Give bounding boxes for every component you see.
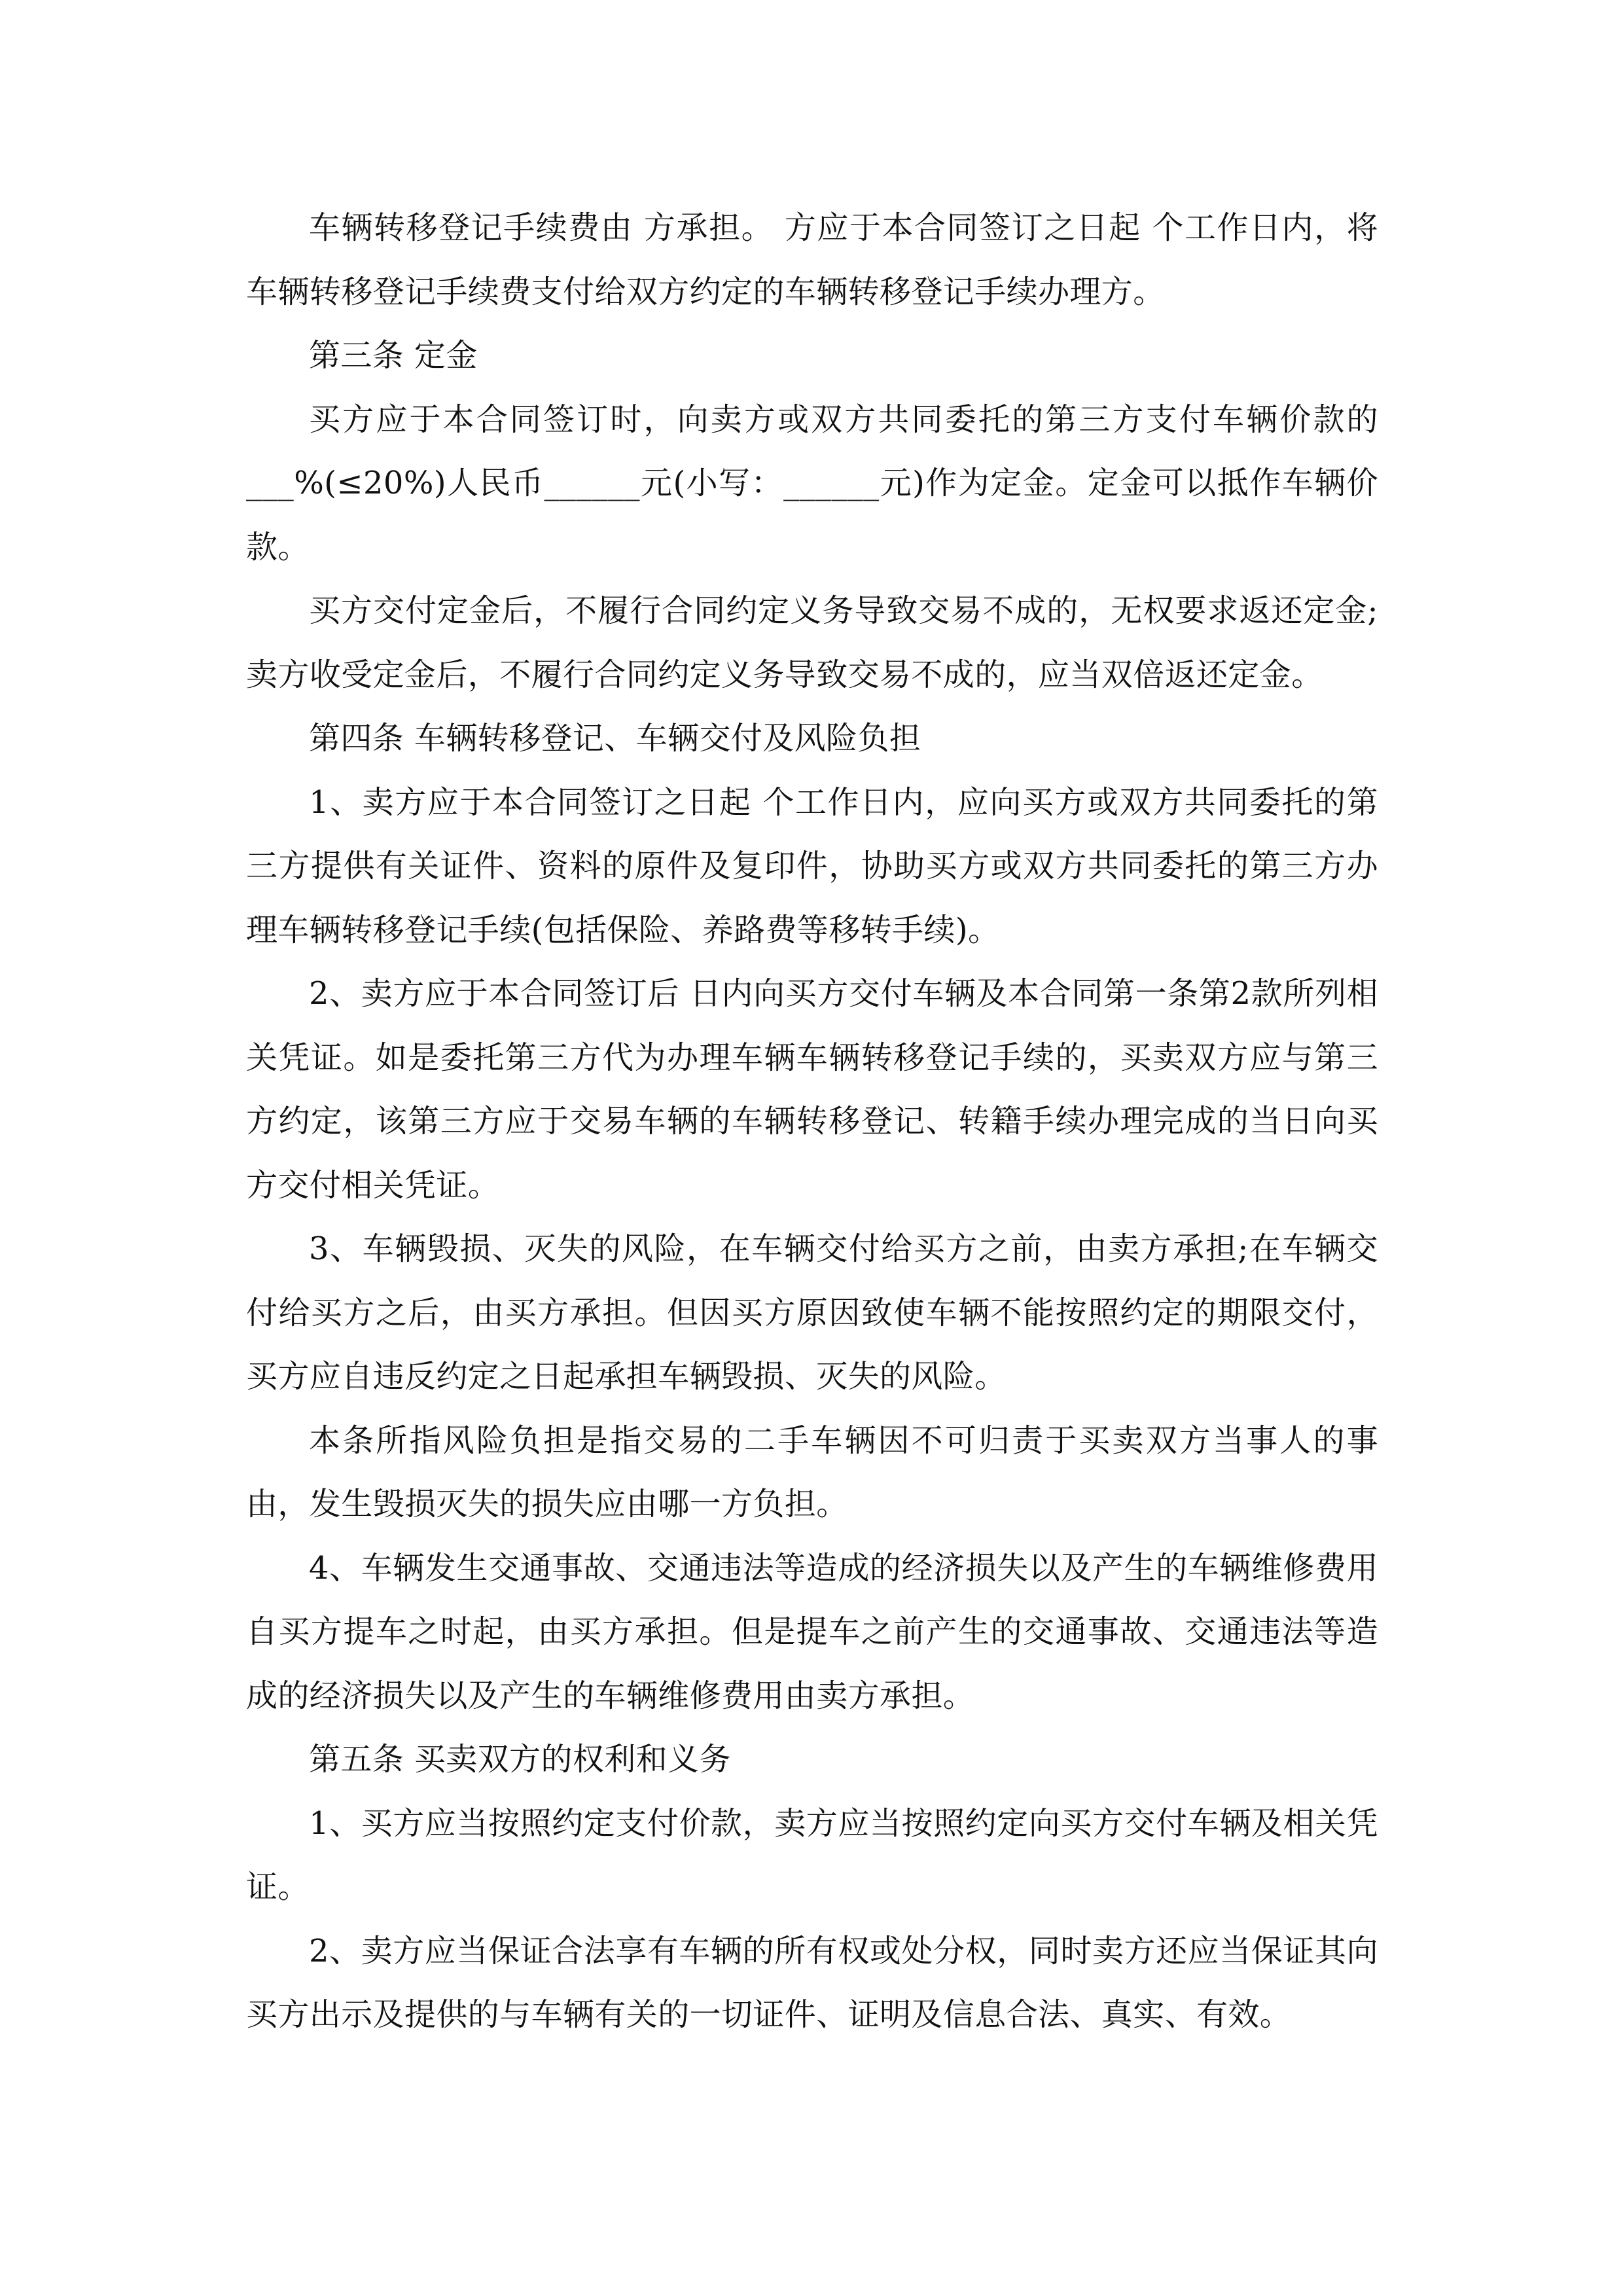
paragraph-5-1: 1、买方应当按照约定支付价款，卖方应当按照约定向买方交付车辆及相关凭证。 (246, 1804, 1378, 1905)
paragraph-4-1: 1、卖方应于本合同签订之日起 个工作日内，应向买方或双方共同委托的第三方提供有关证件、资料的原件及复印件，协助买方或双方共同委托的第三方办理车辆转移登记手续(包括保险、养路费等移转手续)。 (246, 783, 1378, 948)
heading-article-5-rights-obligations: 第五条 买卖双方的权利和义务 (309, 1741, 731, 1778)
paragraph-4-2: 2、卖方应于本合同签订后 日内向买方交付车辆及本合同第一条第2款所列相关凭证。如是委托第三方代为办理车辆车辆转移登记手续的，买卖双方应与第三方约定，该第三方应于交易车辆的车辆转移登记、转籍手续办理完成的当日向买方交付相关凭证。 (246, 975, 1378, 1204)
paragraph-deposit-rules: 买方交付定金后，不履行合同约定义务导致交易不成的，无权要求返还定金;卖方收受定金后，不履行合同约定义务导致交易不成的，应当双倍返还定金。 (246, 592, 1378, 693)
paragraph-4-3: 3、车辆毁损、灭失的风险，在车辆交付给买方之前，由卖方承担;在车辆交付给买方之后，由买方承担。但因买方原因致使车辆不能按照约定的期限交付，买方应自违反约定之日起承担车辆毁损、灭失的风险。 (246, 1230, 1378, 1395)
paragraph-transfer-fee: 车辆转移登记手续费由 方承担。 方应于本合同签订之日起 个工作日内，将车辆转移登记手续费支付给双方约定的车辆转移登记手续办理方。 (246, 209, 1378, 310)
document-body (246, 196, 1378, 2047)
heading-article-4-transfer-delivery-risk: 第四条 车辆转移登记、车辆交付及风险负担 (309, 720, 921, 757)
paragraph-4-4: 4、车辆发生交通事故、交通违法等造成的经济损失以及产生的车辆维修费用自买方提车之时起，由买方承担。但是提车之前产生的交通事故、交通违法等造成的经济损失以及产生的车辆维修费用由卖方承担。 (246, 1549, 1378, 1714)
heading-article-3-deposit: 第三条 定金 (309, 337, 478, 374)
paragraph-5-2: 2、卖方应当保证合法享有车辆的所有权或处分权，同时卖方还应当保证其向买方出示及提供的与车辆有关的一切证件、证明及信息合法、真实、有效。 (246, 1932, 1378, 2033)
paragraph-risk-definition: 本条所指风险负担是指交易的二手车辆因不可归责于买卖双方当事人的事由，发生毁损灭失的损失应由哪一方负担。 (246, 1422, 1378, 1522)
paragraph-deposit-payment: 买方应于本合同签订时，向卖方或双方共同委托的第三方支付车辆价款的___%(≤20%)人民币______元(小写：______元)作为定金。定金可以抵作车辆价款。 (246, 401, 1378, 565)
